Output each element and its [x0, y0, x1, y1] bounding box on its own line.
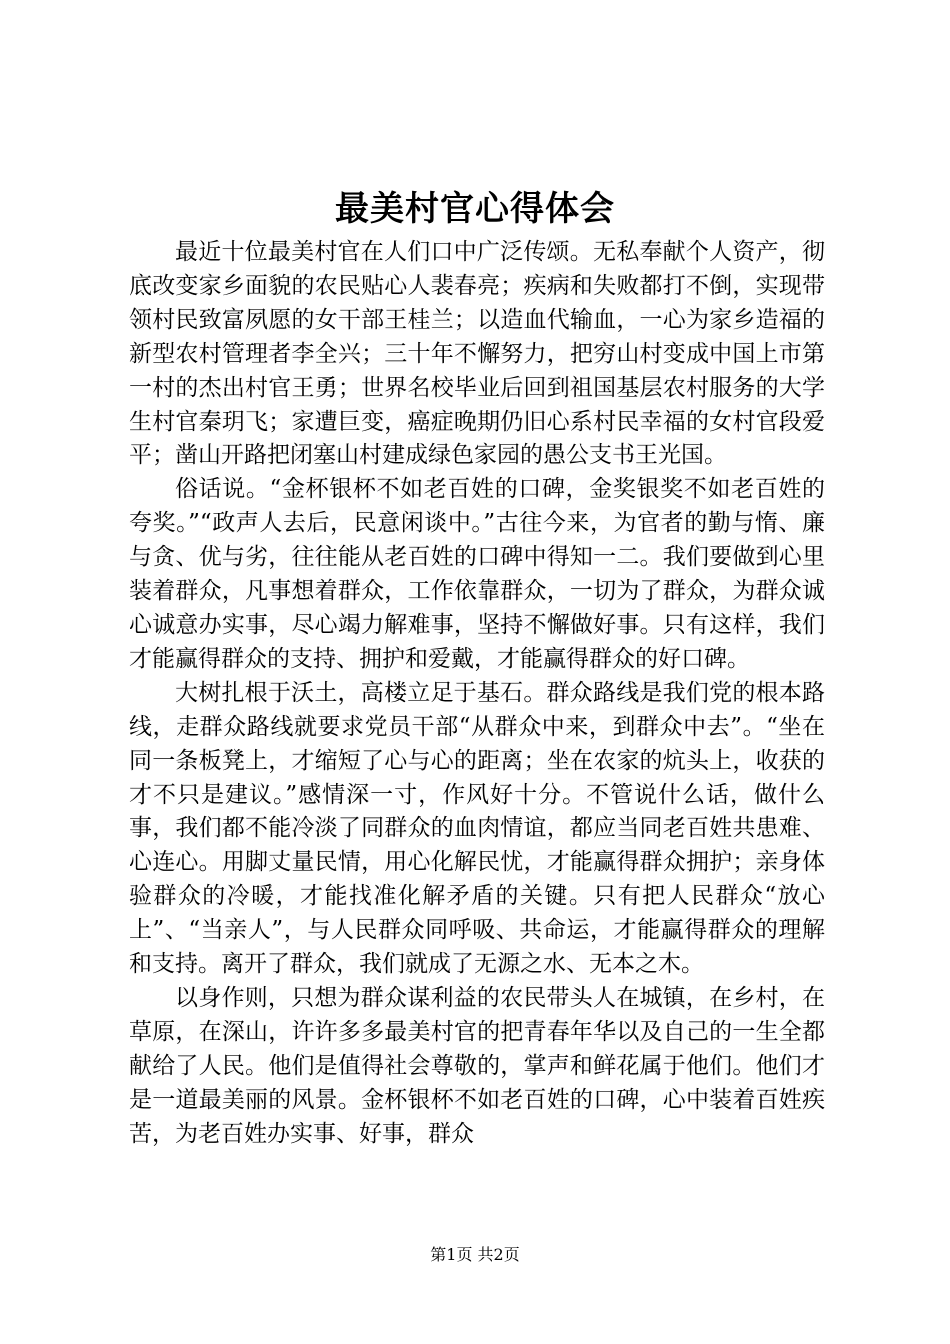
document-body	[129, 236, 825, 1151]
paragraph-3: 大树扎根于沃土，高楼立足于基石。群众路线是我们党的根本路线，走群众路线就要求党员干部“从群众中来，到群众中去”。“坐在同一条板凳上，才缩短了心与心的距离；坐在农家的炕头上，收获的才不只是建议。”感情深一寸，作风好十分。不管说什么话，做什么事，我们都不能冷淡了同群众的血肉情谊，都应当同老百姓共患难、心连心。用脚丈量民情，用心化解民忧，才能赢得群众拥护；亲身体验群众的冷暖，才能找准化解矛盾的关键。只有把人民群众“放心上”、“当亲人”，与人民群众同呼吸、共命运，才能赢得群众的理解和支持。离开了群众，我们就成了无源之水、无本之木。	[129, 679, 825, 978]
paragraph-4: 以身作则，只想为群众谋利益的农民带头人在城镇，在乡村，在草原，在深山，许许多多最美村官的把青春年华以及自己的一生全都献给了人民。他们是值得社会尊敬的，掌声和鲜花属于他们。他们才是一道最美丽的风景。金杯银杯不如老百姓的口碑，心中装着百姓疾苦，为老百姓办实事、好事，群众	[129, 984, 825, 1147]
paragraph-1: 最近十位最美村官在人们口中广泛传颂。无私奉献个人资产，彻底改变家乡面貌的农民贴心人裴春亮；疾病和失败都打不倒，实现带领村民致富夙愿的女干部王桂兰；以造血代输血，一心为家乡造福的新型农村管理者李全兴；三十年不懈努力，把穷山村变成中国上市第一村的杰出村官王勇；世界名校毕业后回到祖国基层农村服务的大学生村官秦玥飞；家遭巨变，癌症晚期仍旧心系村民幸福的女村官段爱平；凿山开路把闭塞山村建成绿色家园的愚公支书王光国。	[129, 239, 825, 469]
page-number-footer: 第1页 共2页	[430, 1245, 520, 1264]
document-title: 最美村官心得体会	[335, 189, 615, 229]
paragraph-2: 俗话说。“金杯银杯不如老百姓的口碑，金奖银奖不如老百姓的夸奖。”“政声人去后，民意闲谈中。”古往今来，为官者的勤与惰、廉与贪、优与劣，往往能从老百姓的口碑中得知一二。我们要做到心里装着群众，凡事想着群众，工作依靠群众，一切为了群众，为群众诚心诚意办实事，尽心竭力解难事，坚持不懈做好事。只有这样，我们才能赢得群众的支持、拥护和爱戴，才能赢得群众的好口碑。	[129, 476, 825, 672]
